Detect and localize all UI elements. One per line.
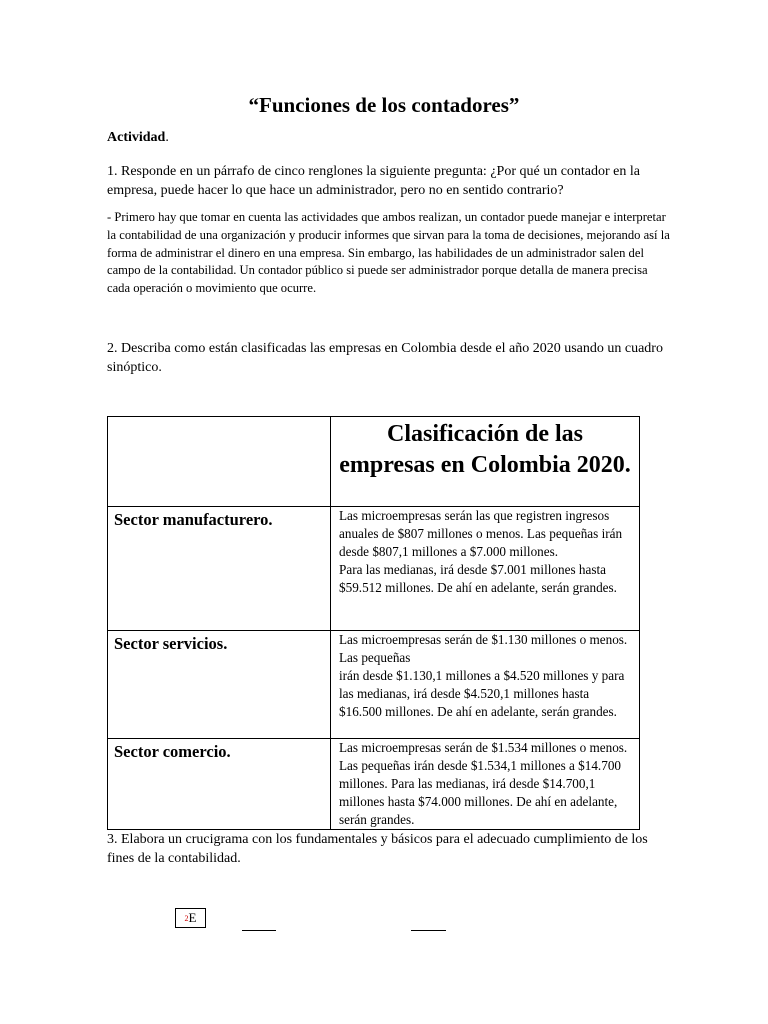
crossword-number: 2: [184, 914, 189, 924]
sector-description-part: Las microempresas serán de $1.534 millones o menos. Las pequeñas irán desde $1.534,1 millones a $14.700 millones. Para las medianas, irá desde $14.700,1 millones hasta $74.000 millones. De ahí en adelante, serán grandes.: [339, 740, 628, 827]
crossword-blank-line: [242, 930, 276, 931]
table-row: [108, 631, 640, 739]
activity-label: [107, 130, 169, 146]
sector-description: [331, 631, 640, 739]
crossword-blank-line: [411, 930, 446, 931]
activity-label-period: .: [165, 130, 169, 145]
table-header: Clasificación de las empresas en Colombia 2020.: [331, 417, 640, 507]
sector-description-part: Para las medianas, irá desde $7.001 millones hasta $59.512 millones. De ahí en adelante, serán grandes.: [339, 562, 617, 595]
page-title: “Funciones de los contadores”: [248, 93, 520, 117]
table-header-row: [108, 417, 640, 507]
sector-description: [331, 507, 640, 631]
crossword-letter: E: [188, 910, 197, 925]
question-1: 1. Responde en un párrafo de cinco renglones la siguiente pregunta: ¿Por qué un contador en la empresa, puede hacer lo que hace un administrador, pero no en sentido contrario?: [107, 164, 640, 198]
sector-description-part: Las microempresas serán las que registren ingresos anuales de $807 millones o menos. Las pequeñas irán desde $807,1 millones a $7.000 millones.: [339, 508, 623, 559]
sector-label: Sector comercio.: [108, 739, 331, 830]
classification-table: [107, 416, 640, 830]
sector-label: Sector servicios.: [108, 631, 331, 739]
activity-label-text: Actividad: [107, 130, 166, 145]
question-2: 2. Describa como están clasificadas las empresas en Colombia desde el año 2020 usando un cuadro sinóptico.: [107, 341, 663, 375]
table-row: [108, 739, 640, 830]
sector-description: [331, 739, 640, 830]
table-empty-cell: [108, 417, 331, 507]
sector-description-part: Las microempresas serán de $1.130 millones o menos. Las pequeñas: [339, 632, 628, 665]
crossword-cell: [175, 908, 206, 928]
table-row: [108, 507, 640, 631]
sector-label: Sector manufacturero.: [108, 507, 331, 631]
sector-description-part: irán desde $1.130,1 millones a $4.520 millones y para las medianas, irá desde $4.520,1 millones hasta $16.500 millones. De ahí en adelante, serán grandes.: [339, 668, 625, 719]
answer-1: - Primero hay que tomar en cuenta las actividades que ambos realizan, un contador puede manejar e interpretar la contabilidad de una organización y producir informes que sirvan para la toma de decisiones, mejorando así la forma de administrar el dinero en una empresa. Sin embargo, las habilidades de un administrador salen del campo de la contabilidad. Un contador público si puede ser administrador porque detalla de manera precisa cada operación o movimiento que ocurre.: [107, 210, 670, 296]
question-3: 3. Elabora un crucigrama con los fundamentales y básicos para el adecuado cumplimiento de los fines de la contabilidad.: [107, 832, 648, 866]
